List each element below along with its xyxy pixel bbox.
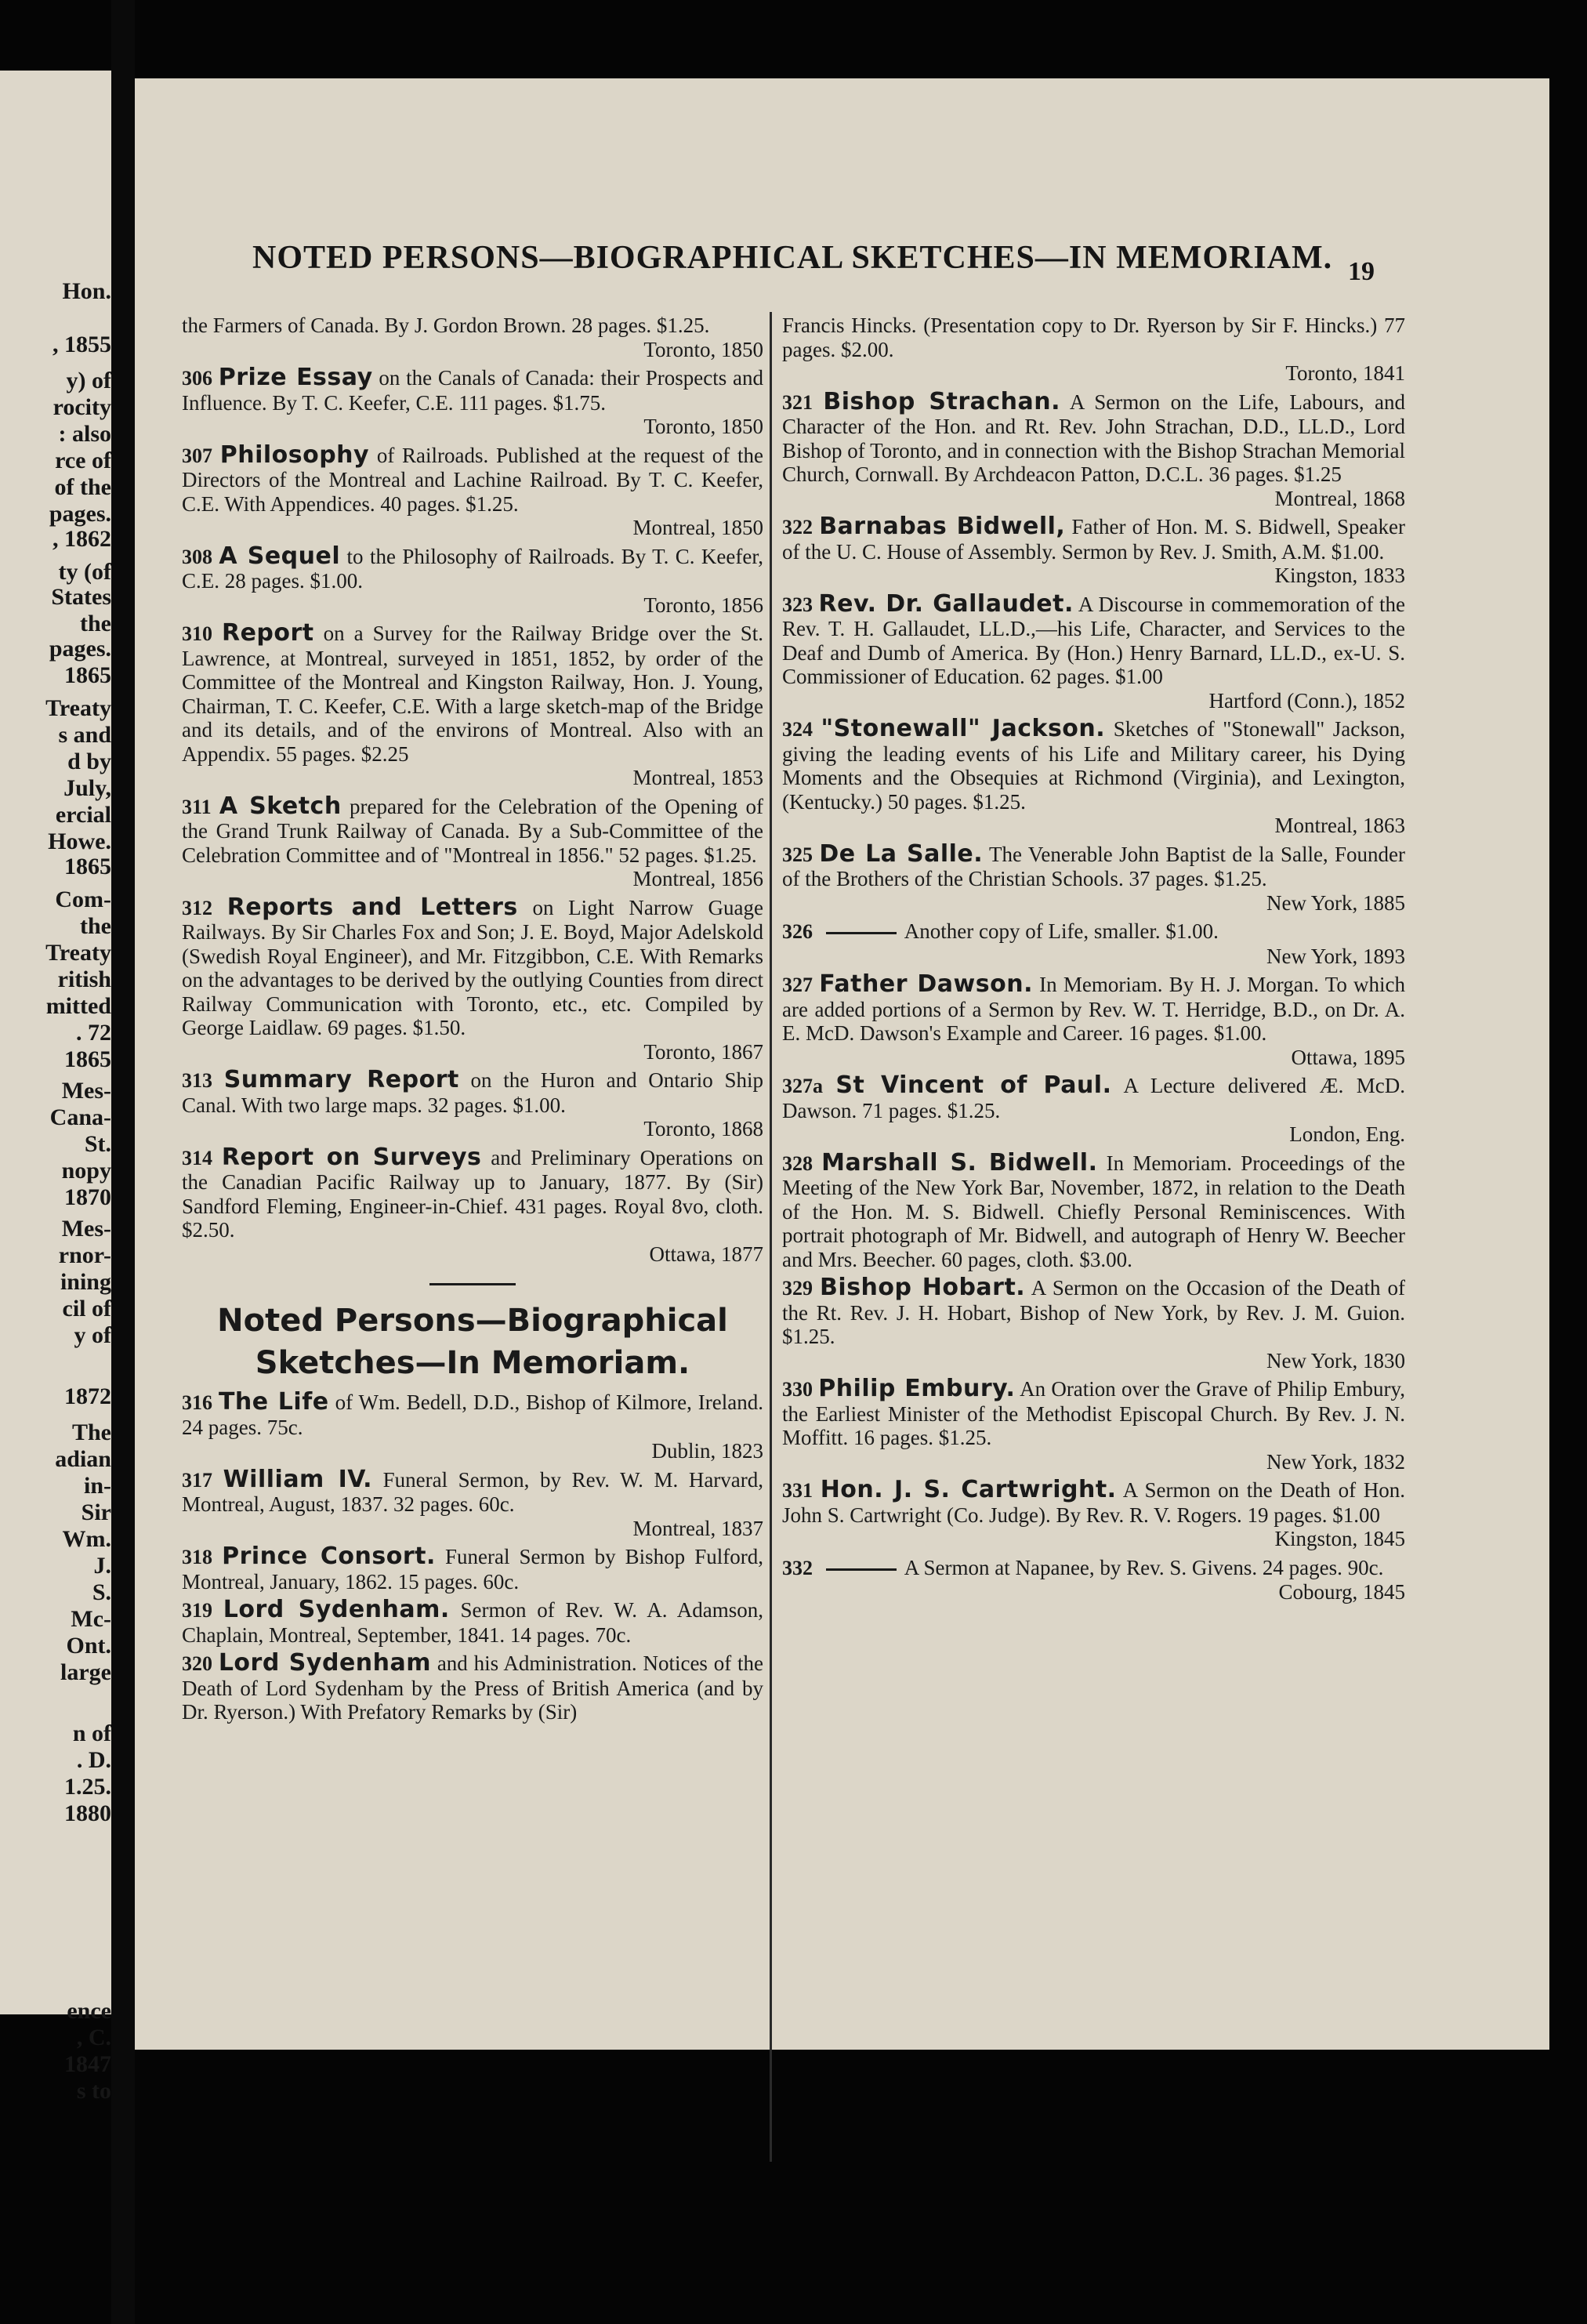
- ditto-dash: [826, 932, 897, 934]
- strip-text-line: cil of: [62, 1296, 111, 1322]
- entry-title: Marshall S. Bidwell.: [821, 1148, 1098, 1177]
- entry-number: 327: [782, 973, 813, 996]
- entry-title: "Stonewall" Jackson.: [821, 715, 1106, 742]
- catalog-entry: [182, 542, 764, 618]
- entry-text: A Sermon on the Occasion of the Death of the Rt. Rev. J. H. Hobart, Bishop of New York, by Rev. J. M. Guion. $1.25.: [782, 1276, 1405, 1348]
- entry-imprint: Ottawa, 1895: [1291, 1045, 1405, 1069]
- column-rule: [770, 312, 772, 2162]
- strip-text-line: July,: [63, 776, 111, 801]
- entry-number: 321: [782, 390, 813, 414]
- entry-imprint: Montreal, 1853: [632, 766, 763, 789]
- catalog-entry: [182, 1068, 763, 1141]
- strip-text-line: 1865: [64, 854, 111, 879]
- entry-imprint: Toronto, 1850: [643, 337, 763, 361]
- entry-number: 327a: [782, 1075, 823, 1097]
- section-title: [182, 1300, 763, 1384]
- entry-imprint: Hartford (Conn.), 1852: [1208, 688, 1405, 712]
- entry-imprint: Kingston, 1833: [1274, 564, 1405, 587]
- strip-text-line: : also: [58, 422, 111, 447]
- strip-text-line: y) of: [66, 368, 111, 393]
- strip-text-line: rocity: [53, 395, 111, 420]
- entry-number: 316: [182, 1391, 212, 1414]
- entry-text: on the Huron and Ontario Ship Canal. With two large maps. 32 pages. $1.00.: [182, 1068, 763, 1117]
- strip-text-line: 1865: [64, 1047, 111, 1072]
- strip-text-line: in-: [83, 1474, 111, 1499]
- strip-text-line: Mc-: [71, 1607, 111, 1632]
- entry-imprint: Montreal, 1856: [632, 867, 763, 890]
- entry-title: Philosophy: [219, 441, 370, 469]
- entry-number: 328: [782, 1151, 813, 1175]
- entry-text: on a Survey for the Railway Bridge over the St. Lawrence, at Montreal, surveyed in 1851, 1852, by order of the Committee of the Montreal and Kingston Railway, Hon. J. Young, Chairman, T. C. Keefer, C.E. With a large sketch-map of the Bridge and its details, and of the environs of Montreal. Also with an Appendix. 55 pages. $2.25: [182, 622, 764, 766]
- entry-number: 313: [182, 1069, 212, 1092]
- entry-imprint: Toronto, 1868: [643, 1117, 763, 1140]
- entry-text: In Memoriam. Proceedings of the Meeting of the New York Bar, November, 1872, in relation to the Death of the Hon. M. S. Bidwell. Chiefly Personal Reminiscences. With portrait photograph of Mr. Bidwell, and autograph of Henry W. Beecher and Mrs. Beecher. 60 pages, cloth. $3.00.: [782, 1151, 1405, 1271]
- catalog-entry: [182, 1598, 763, 1647]
- strip-text-line: States: [51, 585, 111, 610]
- entry-title: Bishop Strachan.: [823, 387, 1061, 415]
- strip-text-line: St.: [84, 1132, 111, 1157]
- catalog-entry: [782, 1071, 1405, 1147]
- strip-text-line: Treaty: [45, 696, 111, 721]
- entry-number: 319: [182, 1599, 212, 1622]
- entry-number: 331: [782, 1479, 813, 1502]
- catalog-entry: [182, 441, 763, 540]
- strip-text-line: large: [60, 1660, 111, 1685]
- catalog-entry: [182, 1390, 763, 1463]
- entry-title: A Sequel: [219, 542, 341, 570]
- strip-text-line: Com-: [55, 887, 111, 912]
- catalog-entry: [182, 1651, 763, 1724]
- entry-title: Hon. J. S. Cartwright.: [820, 1476, 1117, 1503]
- entry-number: 324: [782, 718, 813, 741]
- entry-number: 317: [182, 1468, 212, 1492]
- strip-text-line: rnor-: [58, 1243, 111, 1268]
- strip-text-line: 1880: [64, 1801, 111, 1826]
- strip-text-line: , 1862: [53, 527, 111, 552]
- catalog-entry: [182, 1545, 763, 1593]
- entry-title: Summary Report: [223, 1066, 459, 1093]
- catalog-entry: [782, 717, 1405, 838]
- section-title-line2: Sketches—In Memoriam.: [255, 1345, 690, 1381]
- entry-text: to the Philosophy of Railroads. By T. C. Keefer, C.E. 28 pages. $1.00.: [182, 544, 764, 593]
- entry-imprint: New York, 1830: [1266, 1348, 1405, 1372]
- entry-title: A Sketch: [219, 792, 342, 820]
- entry-imprint: New York, 1832: [1266, 1449, 1405, 1474]
- strip-text-line: 1872: [64, 1384, 111, 1409]
- entry-text: Sketches of "Stonewall" Jackson, giving the leading events of his Life and Military career, his Dying Moments and the Obsequies at Richmond (Virginia), and Lexington, (Kentucky.) 50 pages. $1.25.: [782, 717, 1406, 814]
- entry-title: Barnabas Bidwell,: [819, 513, 1066, 540]
- strip-text-line: Ont.: [66, 1633, 111, 1659]
- entry-number: 312: [182, 896, 212, 919]
- entry-imprint: Toronto, 1856: [643, 593, 763, 617]
- entry-title: William IV.: [223, 1465, 373, 1493]
- entry-imprint: Montreal, 1837: [632, 1516, 763, 1540]
- left-entries-2: [182, 1390, 763, 1724]
- catalog-entry: [182, 366, 763, 439]
- entry-text: Funeral Sermon by Bishop Fulford, Montreal, January, 1862. 15 pages. 60c.: [182, 1545, 764, 1593]
- entry-imprint: Ottawa, 1877: [649, 1242, 763, 1266]
- strip-text-line: Treaty: [45, 941, 111, 966]
- catalog-entry: [782, 919, 1405, 968]
- entry-text: on the Canals of Canada: their Prospects and Influence. By T. C. Keefer, C.E. 111 pages. $1.75.: [182, 366, 764, 415]
- catalog-entry: [782, 387, 1405, 511]
- entry-text: Father of Hon. M. S. Bidwell, Speaker of the U. C. House of Assembly. Sermon by Rev. J. Smith, A.M. $1.00.: [782, 515, 1406, 564]
- catalog-entry: [782, 1276, 1405, 1372]
- entry-imprint: Montreal, 1868: [1274, 486, 1405, 510]
- strip-text-line: rce of: [55, 448, 111, 473]
- entry-title: Lord Sydenham.: [223, 1596, 450, 1623]
- catalog-entry: [182, 893, 763, 1064]
- entry-title: Prize Essay: [218, 364, 373, 391]
- entry-title: Report on Surveys: [221, 1143, 482, 1171]
- strip-text-line: mitted: [45, 994, 111, 1019]
- entry-number: 330: [782, 1378, 813, 1401]
- strip-text-line: 1870: [64, 1185, 111, 1210]
- entry-title: Reports and Letters: [226, 893, 518, 921]
- catalog-entry: [782, 589, 1405, 713]
- catalog-entry: [782, 970, 1405, 1069]
- entry-title: Prince Consort.: [222, 1543, 436, 1570]
- entry-text: A Lecture delivered Æ. McD. Dawson. 71 pages. $1.25.: [782, 1074, 1405, 1122]
- entry-number: 310: [182, 622, 212, 645]
- entry-text: A Sermon at Napanee, by Rev. S. Givens. 24 pages. 90c.: [904, 1555, 1384, 1579]
- strip-text-line: s to: [76, 2079, 111, 2104]
- catalog-entry: [782, 1556, 1405, 1604]
- strip-text-line: ritish: [57, 967, 111, 992]
- strip-text-line: Hon.: [62, 279, 111, 304]
- ditto-dash: [826, 1568, 897, 1571]
- entry-text: An Oration over the Grave of Philip Embury, the Earliest Minister of the Methodist Episcopal Church. By Rev. J. N. Moffitt. 16 pages. $1.25.: [782, 1377, 1405, 1449]
- strip-text-line: , 1855: [53, 332, 111, 357]
- catalog-entry: [182, 792, 764, 891]
- entry-text: A Discourse in commemoration of the Rev. T. H. Gallaudet, LL.D.,—his Life, Character, and Services to the Deaf and Dumb of America. By (Hon.) Henry Barnard, LL.D., ex-U. S. Commissioner of Education. 62 pages. $1.00: [782, 592, 1405, 688]
- strip-text-line: nopy: [61, 1158, 111, 1184]
- entry-title: Rev. Dr. Gallaudet.: [818, 589, 1074, 618]
- entry-text: The Venerable John Baptist de la Salle, Founder of the Brothers of the Christian Schools. 37 pages. $1.25.: [782, 842, 1405, 890]
- strip-text-line: J.: [93, 1554, 111, 1579]
- catalog-entry: [182, 619, 764, 790]
- entry-text: the Farmers of Canada. By J. Gordon Brown. 28 pages. $1.25.: [182, 314, 710, 337]
- entry-title: Report: [221, 619, 314, 647]
- strip-text-line: d by: [67, 749, 111, 774]
- entry-number: 329: [782, 1277, 813, 1300]
- entry-imprint: Toronto, 1850: [643, 415, 763, 438]
- entry-text: and his Administration. Notices of the Death of Lord Sydenham by the Press of British America (and by Dr. Ryerson.) With Prefatory Remarks by (Sir): [182, 1651, 764, 1724]
- entry-imprint: Montreal, 1863: [1274, 814, 1405, 837]
- entry-text: In Memoriam. By H. J. Morgan. To which are added portions of a Sermon by Rev. W. T. Herridge, B.D., on Dr. A. E. McD. Dawson's Example and Career. 16 pages. $1.00.: [782, 973, 1405, 1045]
- strip-text-line: pages.: [49, 502, 111, 527]
- strip-text-line: Wm.: [62, 1527, 111, 1552]
- entry-imprint: Kingston, 1845: [1274, 1527, 1405, 1550]
- strip-text-line: ence: [67, 1999, 111, 2024]
- catalog-entry: [782, 1377, 1405, 1474]
- entry-text: Sermon of Rev. W. A. Adamson, Chaplain, Montreal, September, 1841. 14 pages. 70c.: [182, 1598, 763, 1647]
- catalog-entry: [182, 1465, 764, 1541]
- entry-number: 320: [182, 1652, 212, 1675]
- strip-text-line: , C.: [76, 2025, 111, 2050]
- catalog-entry: [782, 1148, 1405, 1272]
- entry-number: 306: [182, 367, 212, 390]
- strip-text-line: of the: [54, 475, 111, 500]
- strip-text-line: n of: [72, 1721, 111, 1746]
- entry-text: on Light Narrow Guage Railways. By Sir Charles Fox and Son; J. E. Boyd, Major Adelskold (Swedish Royal Engineer), and Mr. Fitzgibbon, C.E. With Remarks on the advantages to be derived by the outlying Counties from direct Railway Communication with Toronto, etc., etc. Compiled by George Laidlaw. 69 pages. $1.50.: [182, 895, 763, 1039]
- left-entries: [182, 314, 763, 1266]
- entry-number: 326: [782, 920, 813, 943]
- strip-text-line: Sir: [81, 1500, 111, 1525]
- entry-title: St Vincent of Paul.: [835, 1071, 1112, 1099]
- strip-text-line: pages.: [49, 636, 111, 662]
- entry-imprint: Toronto, 1867: [643, 1039, 763, 1064]
- entry-text: Francis Hincks. (Presentation copy to Dr. Ryerson by Sir F. Hincks.) 77 pages. $2.00.: [782, 314, 1405, 361]
- strip-text-line: S.: [92, 1580, 111, 1605]
- strip-text-line: s and: [58, 723, 111, 748]
- entry-text: A Sermon on the Life, Labours, and Character of the Hon. and Rt. Rev. John Strachan, D.D., LL.D., Lord Bishop of Toronto, and in connection with the Bishop Strachan Memorial Church, Cornwall. By Archdeacon Patton, D.C.L. 36 pages. $1.25: [782, 390, 1405, 486]
- strip-text-line: y of: [74, 1323, 111, 1348]
- strip-text-line: . D.: [76, 1748, 111, 1773]
- entry-text: Funeral Sermon, by Rev. W. M. Harvard, Montreal, August, 1837. 32 pages. 60c.: [182, 1467, 764, 1516]
- catalog-entry: [782, 515, 1405, 588]
- catalog-entry: [782, 1478, 1405, 1551]
- strip-text-line: Mes-: [61, 1079, 111, 1104]
- right-entries: [782, 314, 1405, 1604]
- entry-title: Lord Sydenham: [218, 1649, 432, 1677]
- strip-text-line: ty (of: [58, 560, 111, 585]
- entry-imprint: Cobourg, 1845: [1278, 1580, 1405, 1604]
- section-divider: [429, 1283, 516, 1285]
- gutter: [111, 0, 135, 2324]
- entry-imprint: Montreal, 1850: [632, 516, 763, 539]
- entry-imprint: London, Eng.: [1289, 1122, 1405, 1146]
- entry-imprint: New York, 1893: [1266, 944, 1405, 968]
- entry-text: prepared for the Celebration of the Opening of the Grand Trunk Railway of Canada. By a Sub-Committee of the Celebration Committee and of "Montreal in 1856." 52 pages. $1.25.: [182, 794, 764, 867]
- strip-text-line: 1865: [64, 663, 111, 688]
- entry-title: The Life: [218, 1388, 329, 1416]
- entry-imprint: Toronto, 1841: [1285, 361, 1405, 385]
- entry-text: of Wm. Bedell, D.D., Bishop of Kilmore, Ireland. 24 pages. 75c.: [182, 1390, 764, 1439]
- catalog-entry: [782, 839, 1405, 915]
- left-column: [182, 314, 763, 1729]
- entry-title: Philip Embury.: [818, 1375, 1016, 1402]
- catalog-entry: [782, 314, 1405, 386]
- strip-text-line: . 72: [76, 1021, 111, 1046]
- strip-text-line: the: [80, 914, 111, 939]
- right-column: [782, 314, 1405, 1609]
- entry-text: of Railroads. Published at the request of the Directors of the Montreal and Lachine Railroad. By T. C. Keefer, C.E. With Appendices. 40 pages. $1.25.: [182, 443, 763, 516]
- entry-number: 311: [182, 795, 212, 818]
- entry-number: 318: [182, 1546, 212, 1568]
- entry-imprint: Dublin, 1823: [651, 1439, 763, 1463]
- entry-number: 323: [782, 593, 813, 616]
- strip-text-line: ining: [60, 1270, 111, 1295]
- strip-text-line: The: [71, 1420, 111, 1445]
- entry-number: 307: [182, 444, 212, 467]
- entry-imprint: New York, 1885: [1266, 890, 1405, 915]
- strip-text-line: Howe.: [48, 829, 111, 854]
- section-title-line1: Noted Persons—Biographical: [217, 1303, 728, 1339]
- entry-title: Bishop Hobart.: [820, 1274, 1026, 1301]
- entry-number: 308: [182, 545, 212, 568]
- entry-text: Another copy of Life, smaller. $1.00.: [904, 919, 1219, 943]
- entry-number: 322: [782, 516, 813, 538]
- entry-text: A Sermon on the Death of Hon. John S. Cartwright (Co. Judge). By Rev. R. V. Rogers. 19 pages. $1.00: [782, 1478, 1406, 1527]
- strip-text-line: ercial: [55, 803, 111, 828]
- catalog-entry: [182, 314, 763, 361]
- entry-title: Father Dawson.: [819, 970, 1033, 998]
- entry-number: 314: [182, 1146, 212, 1169]
- entry-number: 332: [782, 1556, 813, 1579]
- strip-text-line: Mes-: [61, 1216, 111, 1242]
- running-header: NOTED PERSONS—BIOGRAPHICAL SKETCHES—IN MEMORIAM.: [252, 240, 1333, 276]
- page-number: 19: [1348, 257, 1375, 286]
- strip-text-line: 1.25.: [64, 1775, 111, 1800]
- strip-text-line: adian: [55, 1447, 111, 1472]
- catalog-entry: [182, 1143, 763, 1267]
- strip-text-line: 1847: [64, 2052, 111, 2077]
- entry-number: 325: [782, 843, 813, 866]
- strip-text-line: Cana-: [49, 1105, 111, 1130]
- strip-text-line: the: [80, 611, 111, 636]
- entry-title: De La Salle.: [819, 839, 984, 868]
- entry-text: and Preliminary Operations on the Canadian Pacific Railway up to January, 1877. By (Sir) Sandford Fleming, Engineer-in-Chief. 431 pages. Royal 8vo, cloth. $2.50.: [182, 1145, 763, 1242]
